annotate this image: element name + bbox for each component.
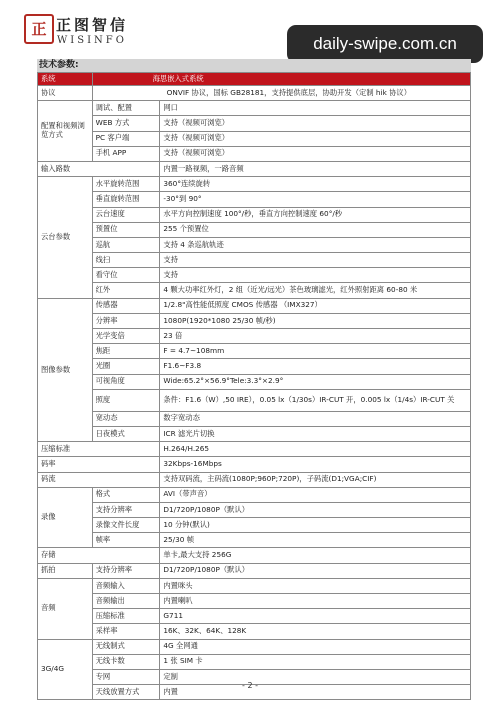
row-sublabel: 手机 APP [92, 146, 160, 161]
table-row [38, 426, 471, 441]
group-label: 图像参数 [38, 298, 93, 442]
row-label: 存储 [38, 548, 160, 563]
logo-seal-icon: 正 [24, 14, 54, 44]
row-sublabel: 云台速度 [92, 207, 160, 222]
table-row [38, 161, 471, 176]
table-row [38, 192, 471, 207]
table-row [38, 609, 471, 624]
row-value: D1/720P/1080P（默认） [160, 563, 471, 578]
row-sublabel: 照度 [92, 389, 160, 411]
table-row [38, 654, 471, 669]
row-label: 协议 [38, 86, 93, 101]
table-row [38, 563, 471, 578]
row-value: 支持双码流，主码流(1080P;960P;720P)，子码流(D1;VGA;CIF) [160, 472, 471, 487]
row-label: 输入路数 [38, 161, 160, 176]
table-row [38, 548, 471, 563]
row-sublabel: 看守位 [92, 268, 160, 283]
row-sublabel: 采样率 [92, 624, 160, 639]
row-sublabel: 无线制式 [92, 639, 160, 654]
row-label: 码流 [38, 472, 160, 487]
row-sublabel: 焦距 [92, 344, 160, 359]
header-cell-system-value: 海思嵌入式系统 [92, 73, 470, 86]
row-value: 支持（视频可浏览） [160, 116, 471, 131]
row-value: 16K、32K、64K、128K [160, 624, 471, 639]
row-sublabel: 音频输出 [92, 594, 160, 609]
table-row [38, 594, 471, 609]
row-sublabel: 专网 [92, 669, 160, 684]
row-value: 10 分钟(默认) [160, 518, 471, 533]
watermark-badge: daily-swipe.com.cn [287, 25, 483, 63]
logo-name-cn: 正图智信 [56, 16, 129, 34]
table-row [38, 283, 471, 298]
row-value: 内置一路视频，一路音频 [160, 161, 471, 176]
row-value: 支持 4 条巡航轨迹 [160, 237, 471, 252]
table-row [38, 298, 471, 313]
table-row [38, 624, 471, 639]
row-value: 25/30 帧 [160, 533, 471, 548]
row-sublabel: 传感器 [92, 298, 160, 313]
table-header-row [38, 73, 471, 86]
group-label: 录像 [38, 487, 93, 548]
row-sublabel: 录像文件长度 [92, 518, 160, 533]
row-sublabel: 水平旋转范围 [92, 177, 160, 192]
row-value: 定制 [160, 669, 471, 684]
table-row [38, 374, 471, 389]
table-row [38, 268, 471, 283]
table-row [38, 86, 471, 101]
row-value: 单卡,最大支持 256G [160, 548, 471, 563]
table-row [38, 457, 471, 472]
row-label: 抓拍 [38, 563, 93, 578]
row-value: H.264/H.265 [160, 442, 471, 457]
table-row [38, 146, 471, 161]
row-value: 32Kbps-16Mbps [160, 457, 471, 472]
table-row [38, 101, 471, 116]
row-value: 360°连续旋转 [160, 177, 471, 192]
row-label: 压缩标准 [38, 442, 160, 457]
row-value: ICR 滤光片切换 [160, 426, 471, 441]
row-sublabel: 格式 [92, 487, 160, 502]
row-sublabel: 可视角度 [92, 374, 160, 389]
row-value: Wide:65.2°×56.9°Tele:3.3°×2.9° [160, 374, 471, 389]
table-row [38, 222, 471, 237]
section-title: 技术参数: [37, 59, 471, 72]
row-value: 支持 [160, 268, 471, 283]
row-sublabel: 巡航 [92, 237, 160, 252]
row-value: 1 张 SIM 卡 [160, 654, 471, 669]
table-row [38, 359, 471, 374]
row-sublabel: 垂直旋转范围 [92, 192, 160, 207]
row-value: 支持 [160, 253, 471, 268]
row-sublabel: PC 客户端 [92, 131, 160, 146]
row-value: 内置 [160, 685, 471, 700]
row-value: AVI（带声音） [160, 487, 471, 502]
table-row [38, 487, 471, 502]
row-sublabel: 光圈 [92, 359, 160, 374]
company-logo [24, 8, 174, 50]
row-value: 255 个预置位 [160, 222, 471, 237]
row-value: G711 [160, 609, 471, 624]
header-cell-system: 系统 [38, 73, 93, 86]
row-value: 条件：F1.6（W）,50 IRE），0.05 lx（1/30s）IR-CUT 开，0.005 lx（1/4s）IR-CUT 关 [160, 389, 471, 411]
row-sublabel: 调试、配置 [92, 101, 160, 116]
row-value: 支持（视频可浏览） [160, 146, 471, 161]
row-value: D1/720P/1080P（默认） [160, 502, 471, 517]
row-sublabel: 分辨率 [92, 313, 160, 328]
table-row [38, 313, 471, 328]
table-row [38, 344, 471, 359]
table-row [38, 533, 471, 548]
row-value: F = 4.7~108mm [160, 344, 471, 359]
row-value: 内置咪头 [160, 578, 471, 593]
table-row [38, 472, 471, 487]
row-sublabel: 帧率 [92, 533, 160, 548]
row-sublabel: 无线卡数 [92, 654, 160, 669]
row-value: 内置喇叭 [160, 594, 471, 609]
row-label: 码率 [38, 457, 160, 472]
row-sublabel: 预置位 [92, 222, 160, 237]
table-row [38, 411, 471, 426]
table-row [38, 116, 471, 131]
row-sublabel: WEB 方式 [92, 116, 160, 131]
row-value: F1.6~F3.8 [160, 359, 471, 374]
row-value: 1/2.8"高性能低照度 CMOS 传感器 （IMX327） [160, 298, 471, 313]
row-sublabel: 支持分辨率 [92, 502, 160, 517]
row-value: ONVIF 协议，国标 GB28181，支持提供底层，协助开发（定制 hik 协议） [92, 86, 470, 101]
row-sublabel: 宽动态 [92, 411, 160, 426]
row-sublabel: 天线放置方式 [92, 685, 160, 700]
row-sublabel: 支持分辨率 [92, 563, 160, 578]
row-value: 4G 全网通 [160, 639, 471, 654]
row-value: 支持（视频可浏览） [160, 131, 471, 146]
row-sublabel: 日夜模式 [92, 426, 160, 441]
row-value: 23 倍 [160, 329, 471, 344]
row-sublabel: 红外 [92, 283, 160, 298]
group-label: 音频 [38, 578, 93, 639]
row-sublabel: 光学变倍 [92, 329, 160, 344]
row-value: -30°到 90° [160, 192, 471, 207]
table-row [38, 177, 471, 192]
table-row [38, 518, 471, 533]
table-row [38, 502, 471, 517]
table-row [38, 639, 471, 654]
table-row [38, 131, 471, 146]
row-value: 1080P(1920*1080 25/30 帧/秒) [160, 313, 471, 328]
row-value: 网口 [160, 101, 471, 116]
group-label: 配置和视频浏览方式 [38, 101, 93, 162]
row-value: 数字宽动态 [160, 411, 471, 426]
row-sublabel: 音频输入 [92, 578, 160, 593]
table-row [38, 253, 471, 268]
table-row [38, 237, 471, 252]
logo-name-en: WISINFO [57, 35, 127, 46]
row-sublabel: 压缩标准 [92, 609, 160, 624]
page-number: - 2 - [242, 681, 258, 690]
row-sublabel: 线扫 [92, 253, 160, 268]
group-label: 云台参数 [38, 177, 93, 299]
table-row [38, 329, 471, 344]
row-value: 4 颗大功率红外灯，2 组（近光/远光）茶色玻璃滤光，红外照射距离 60-80 米 [160, 283, 471, 298]
spec-table [37, 72, 471, 700]
table-row [38, 389, 471, 411]
group-label: 3G/4G [38, 639, 93, 700]
row-value: 水平方向控制速度 100°/秒，垂直方向控制速度 60°/秒 [160, 207, 471, 222]
table-row [38, 578, 471, 593]
table-row [38, 442, 471, 457]
table-row [38, 207, 471, 222]
